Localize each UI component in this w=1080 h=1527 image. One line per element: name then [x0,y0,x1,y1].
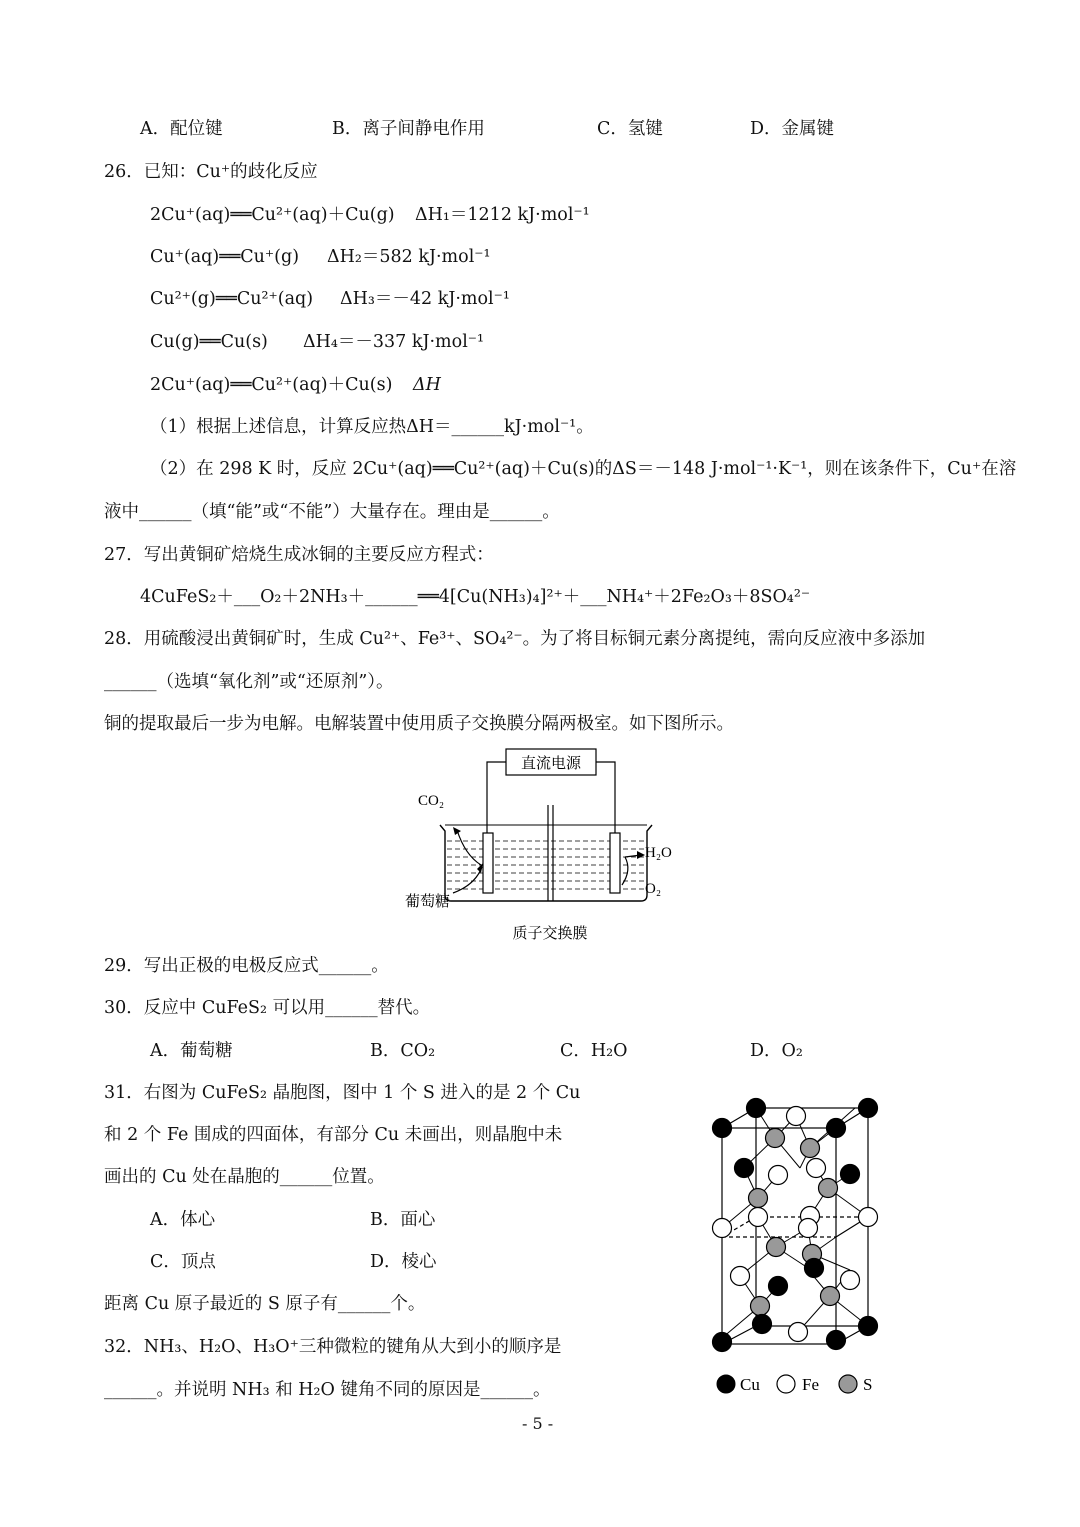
atom-fe [859,1208,878,1227]
q26-part2-line1: （2）在 298 K 时，反应 2Cu⁺(aq)══Cu²⁺(aq)＋Cu(s)的ΔS＝－148 J·mol⁻¹·K⁻¹，则在该条件下，Cu⁺在溶 [150,459,1017,479]
atom-fe [713,1219,732,1238]
q26-part1: （1）根据上述信息，计算反应热ΔH＝______kJ·mol⁻¹。 [150,417,594,437]
q29-stem: 29．写出正极的电极反应式______。 [104,956,389,976]
left-electrode [483,833,493,893]
atom-fe [731,1267,750,1286]
atom-fe [799,1219,818,1238]
q31-option-c: C．顶点 [150,1252,216,1272]
atom-s [766,1129,785,1148]
q26-eq3: Cu²⁺(g)══Cu²⁺(aq) [150,289,314,309]
atom-cu [747,1099,766,1118]
legend-fe-label: Fe [802,1375,819,1394]
q30-option-c: C．H₂O [560,1041,628,1061]
q26-eq2: Cu⁺(aq)══Cu⁺(g) [150,247,300,267]
q26-eq5: 2Cu⁺(aq)══Cu²⁺(aq)＋Cu(s) [150,375,393,395]
atom-fe [749,1208,768,1227]
q31-option-a: A．体心 [150,1210,216,1230]
q30-option-b: B．CO₂ [370,1041,436,1061]
glucose-label: 葡萄糖 [405,892,451,910]
q26-dh4: ΔH₄＝－337 kJ·mol⁻¹ [303,332,485,352]
atom-s [821,1287,840,1306]
atom-s [819,1179,838,1198]
atom-cu [753,1315,772,1334]
option-c: C．氢键 [597,119,663,139]
atom-s [801,1139,820,1158]
q30-option-a: A．葡萄糖 [150,1041,233,1061]
legend-cu-swatch [717,1375,735,1393]
atom-cu [859,1099,878,1118]
q27-equation: 4CuFeS₂＋___O₂＋2NH₃＋______══4[Cu(NH₃)₄]²⁺＋___NH₄⁺＋2Fe₂O₃＋8SO₄²⁻ [140,587,811,607]
atom-cu [735,1159,754,1178]
atom-fe [769,1166,788,1185]
q26-stem: 26．已知：Cu⁺的歧化反应 [104,162,318,182]
option-d: D．金属键 [750,119,835,139]
atom-fe [787,1107,806,1126]
h2o-label: H₂O [645,845,672,861]
legend-s-label: S [863,1375,873,1394]
electrolysis-intro: 铜的提取最后一步为电解。电解装置中使用质子交换膜分隔两极室。如下图所示。 [104,714,734,734]
atom-cu [859,1317,878,1336]
q31-line3: 画出的 Cu 处在晶胞的______位置。 [104,1167,385,1187]
q30-stem: 30．反应中 CuFeS₂ 可以用______替代。 [104,998,431,1018]
atom-cu [827,1119,846,1138]
option-b: B．离子间静电作用 [332,119,485,139]
atom-s [767,1238,786,1257]
page-number: - 5 - [522,1414,554,1433]
q31-option-b: B．面心 [370,1210,436,1230]
q32-line2: ______。并说明 NH₃ 和 H₂O 键角不同的原因是______。 [104,1380,551,1400]
legend-fe-swatch [777,1375,795,1393]
atom-cu [827,1331,846,1350]
q31-option-d: D．棱心 [370,1252,437,1272]
q32-line1: 32．NH₃、H₂O、H₃O⁺三种微粒的键角从大到小的顺序是 [104,1337,562,1357]
o2-label: O₂ [645,881,662,897]
crystal-legend [717,1375,872,1394]
q31-line2: 和 2 个 Fe 围成的四面体，有部分 Cu 未画出，则晶胞中未 [104,1125,563,1145]
right-electrode [610,833,620,893]
option-a: A．配位键 [140,119,223,139]
atom-fe [789,1323,808,1342]
q26-dh5: ΔH [413,375,441,395]
crystal-cell-diagram [700,1090,900,1400]
q30-option-d: D．O₂ [750,1041,803,1061]
q26-part2-line2: 液中______（填“能”或“不能”）大量存在。理由是______。 [104,502,560,522]
q26-dh2: ΔH₂＝582 kJ·mol⁻¹ [327,247,491,267]
q26-dh1: ΔH₁＝1212 kJ·mol⁻¹ [415,205,590,225]
atom-cu [805,1259,824,1278]
co2-label: CO₂ [418,793,445,809]
electrolysis-diagram [395,745,695,950]
power-source-label: 直流电源 [520,754,582,772]
q28-line1: 28．用硫酸浸出黄铜矿时，生成 Cu²⁺、Fe³⁺、SO₄²⁻。为了将目标铜元素分离提纯，需向反应液中多添加 [104,629,926,649]
atom-cu [713,1119,732,1138]
q31-line1: 31．右图为 CuFeS₂ 晶胞图，图中 1 个 S 进入的是 2 个 Cu [104,1083,581,1103]
atom-fe [807,1159,826,1178]
atom-s [751,1297,770,1316]
q26-eq1: 2Cu⁺(aq)══Cu²⁺(aq)＋Cu(g) [150,205,395,225]
atom-s [749,1189,768,1208]
q31-line4: 距离 Cu 原子最近的 S 原子有______个。 [104,1294,426,1314]
q28-line2: ______（选填“氧化剂”或“还原剂”）。 [104,672,394,692]
q26-dh3: ΔH₃＝－42 kJ·mol⁻¹ [340,289,510,309]
legend-s-swatch [839,1375,857,1393]
q27-stem: 27．写出黄铜矿焙烧生成冰铜的主要反应方程式： [104,545,494,565]
membrane-label: 质子交换膜 [512,924,588,942]
atom-cu [713,1333,732,1352]
atom-cu [841,1165,860,1184]
atom-cu [769,1277,788,1296]
atom-fe [841,1271,860,1290]
q26-eq4: Cu(g)══Cu(s) [150,332,268,352]
legend-cu-label: Cu [740,1375,760,1394]
